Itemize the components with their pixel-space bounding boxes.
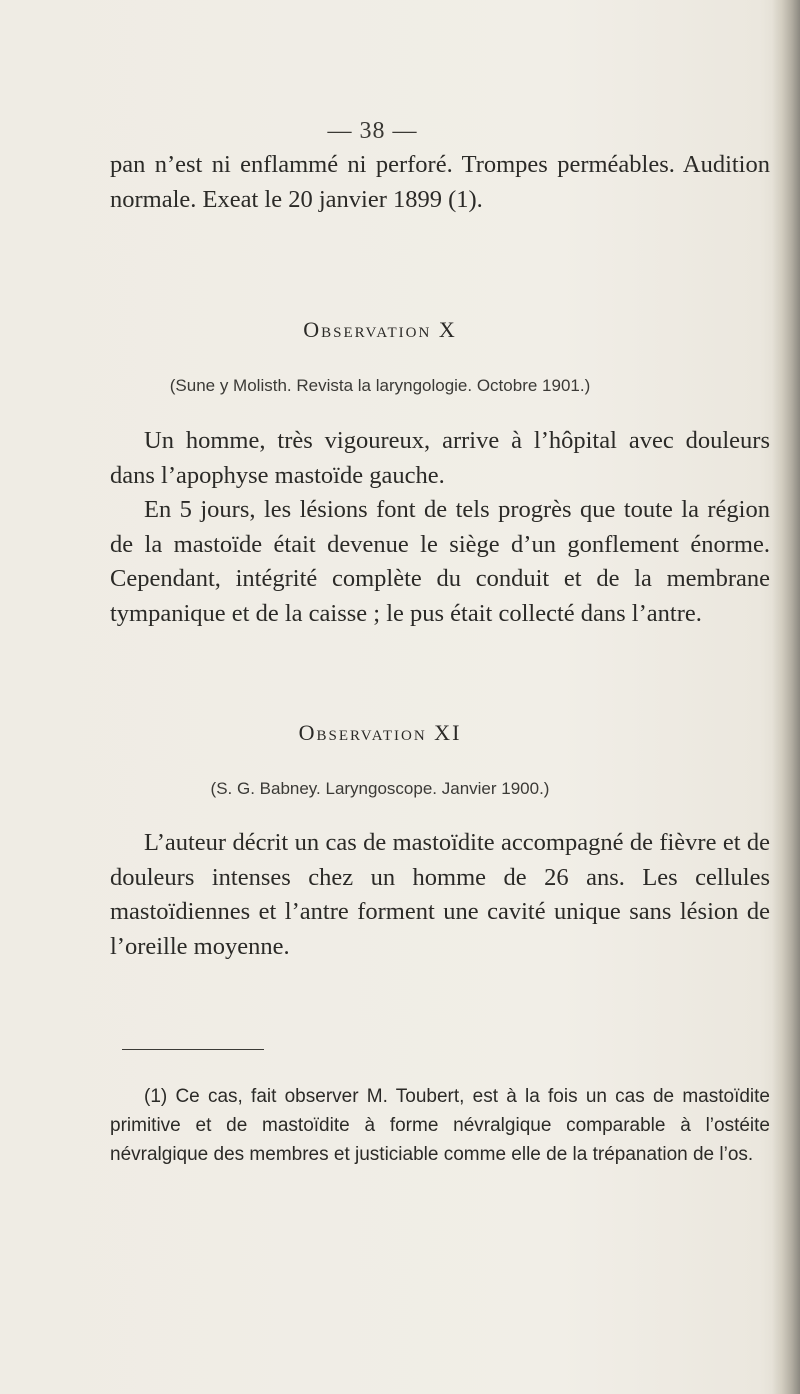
page-number: — 38 — — [327, 118, 418, 144]
observation-x-source: (Sune y Molisth. Revista la laryngologie. Octobre 1901.) — [169, 376, 591, 395]
page-edge-shadow — [772, 0, 800, 1394]
footnote: (1) Ce cas, fait observer M. Toubert, est à la fois un cas de mastoïdite primitive et de mastoïdite à forme névralgique comparable à l’ostéite névralgique des membres et justiciable comme elle de la trépanation de l’os. — [110, 1086, 770, 1165]
observation-xi-source: (S. G. Babney. Laryngoscope. Janvier 1900.) — [210, 779, 550, 798]
intro-paragraph-block — [110, 148, 770, 217]
observation-xi-heading: Observation XI — [298, 720, 462, 745]
observation-x-heading: Observation X — [303, 317, 457, 342]
intro-paragraph: pan n’est ni enflammé ni perforé. Trompes perméables. Audition normale. Exeat le 20 janvier 1899 (1). — [110, 151, 770, 213]
footnote-block — [110, 1082, 770, 1169]
observation-xi-body — [110, 826, 770, 964]
observation-x-paragraph-1: Un homme, très vigoureux, arrive à l’hôpital avec douleurs dans l’apophyse mastoïde gauche. — [110, 427, 770, 489]
observation-x-paragraph-2: En 5 jours, les lésions font de tels progrès que toute la région de la mastoïde était devenue le siège d’un gonflement énorme. Cependant, intégrité complète du conduit et de la membrane tympanique et de la caisse ; le pus était collecté dans l’antre. — [110, 496, 770, 627]
observation-x-body — [110, 424, 770, 631]
footnote-separator — [122, 1049, 264, 1050]
observation-xi-paragraph-1: L’auteur décrit un cas de mastoïdite accompagné de fièvre et de douleurs intenses chez un homme de 26 ans. Les cellules mastoïdiennes et l’antre forment une cavité unique sans lésion de l’oreille moyenne. — [110, 829, 770, 960]
